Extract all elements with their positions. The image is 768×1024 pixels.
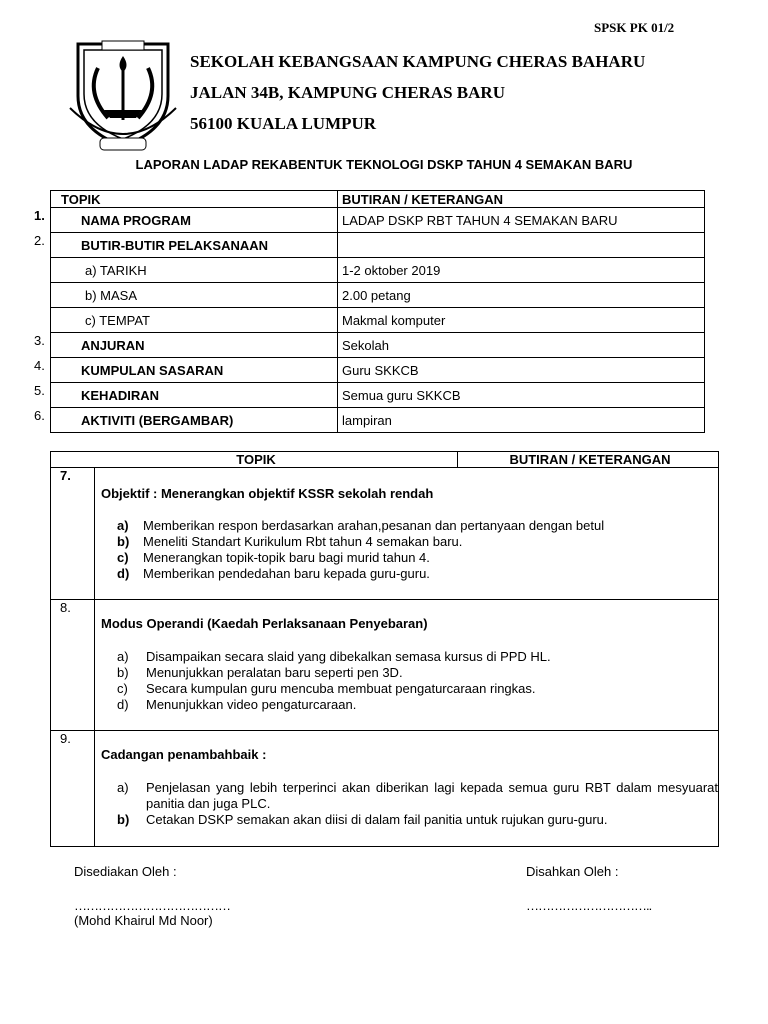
section-title: Cadangan penambahbaik : <box>101 747 267 762</box>
table-row <box>51 333 705 358</box>
section-body <box>95 731 719 847</box>
school-address-line1: JALAN 34B, KAMPUNG CHERAS BARU <box>190 83 505 102</box>
row-number: 2. <box>34 233 45 248</box>
row-value: 2.00 petang <box>338 283 705 308</box>
list-item <box>117 665 718 681</box>
item-label: c) <box>117 550 129 565</box>
row-topic: a) TARIKH <box>51 258 338 283</box>
list-item <box>117 812 718 828</box>
item-label: b) <box>117 665 129 680</box>
item-list <box>117 780 718 828</box>
section-body <box>95 468 719 600</box>
item-text: Penjelasan yang lebih terperinci akan diberikan lagi kepada semua guru RBT dalam mesyuarat panitia dan juga PLC. <box>146 780 718 811</box>
row-value <box>338 233 705 258</box>
row-topic: AKTIVITI (BERGAMBAR) <box>51 408 338 433</box>
item-text: Secara kumpulan guru mencuba membuat pengaturcaraan ringkas. <box>146 681 536 696</box>
school-address-line2: 56100 KUALA LUMPUR <box>190 114 377 133</box>
header-butiran: BUTIRAN / KETERANGAN <box>458 452 719 468</box>
program-details-table <box>50 190 705 433</box>
item-text: Cetakan DSKP semakan akan diisi di dalam fail panitia untuk rujukan guru-guru. <box>146 812 608 827</box>
section-number: 7. <box>51 468 95 600</box>
report-title: LAPORAN LADAP REKABENTUK TEKNOLOGI DSKP TAHUN 4 SEMAKAN BARU <box>135 157 633 172</box>
row-topic: BUTIR-BUTIR PELAKSANAAN <box>51 233 338 258</box>
item-list <box>117 518 718 582</box>
prepared-by-name: (Mohd Khairul Md Noor) <box>74 913 213 928</box>
section-number: 8. <box>51 600 95 731</box>
item-text: Menerangkan topik-topik baru bagi murid tahun 4. <box>143 550 430 565</box>
row-number: 4. <box>34 358 45 373</box>
item-label: b) <box>117 534 130 549</box>
row-value: lampiran <box>338 408 705 433</box>
list-item <box>117 550 718 566</box>
section-row-objektif <box>51 468 719 600</box>
item-text: Disampaikan secara slaid yang dibekalkan semasa kursus di PPD HL. <box>146 649 551 664</box>
header-topik: TOPIK <box>51 452 458 468</box>
item-label: a) <box>117 518 129 533</box>
prepared-by-label: Disediakan Oleh : <box>74 864 177 879</box>
item-label: d) <box>117 697 129 712</box>
item-text: Memberikan pendedahan baru kepada guru-guru. <box>143 566 430 581</box>
section-title: Objektif : Menerangkan objektif KSSR sekolah rendah <box>101 486 434 501</box>
list-item <box>117 534 718 550</box>
item-label: d) <box>117 566 130 581</box>
header-topik: TOPIK <box>51 191 338 208</box>
table-row <box>51 283 705 308</box>
school-name: SEKOLAH KEBANGSAAN KAMPUNG CHERAS BAHARU <box>190 52 646 71</box>
section-row-modus-operandi <box>51 600 719 731</box>
header-butiran: BUTIRAN / KETERANGAN <box>338 191 705 208</box>
table-row <box>51 233 705 258</box>
table-header-row <box>51 452 719 468</box>
section-row-cadangan <box>51 731 719 847</box>
row-number: 1. <box>34 208 45 223</box>
approved-by-label: Disahkan Oleh : <box>526 864 619 879</box>
list-item <box>117 681 718 697</box>
section-number: 9. <box>51 731 95 847</box>
row-topic: ANJURAN <box>51 333 338 358</box>
item-text: Menunjukkan peralatan baru seperti pen 3D. <box>146 665 403 680</box>
table-row <box>51 308 705 333</box>
row-topic: b) MASA <box>51 283 338 308</box>
table-header-row <box>51 191 705 208</box>
table-row <box>51 383 705 408</box>
row-value: LADAP DSKP RBT TAHUN 4 SEMAKAN BARU <box>338 208 705 233</box>
table-row <box>51 358 705 383</box>
table-row <box>51 258 705 283</box>
item-list <box>117 649 718 713</box>
row-number: 5. <box>34 383 45 398</box>
item-text: Memberikan respon berdasarkan arahan,pesanan dan pertanyaan dengan betul <box>143 518 605 533</box>
row-value: Makmal komputer <box>338 308 705 333</box>
list-item <box>117 566 718 582</box>
section-body <box>95 600 719 731</box>
approved-by-signature-line: ………………………….. <box>526 898 652 913</box>
school-crest-logo <box>64 38 182 154</box>
prepared-by-signature-line: ………………………………… <box>74 898 230 913</box>
objectives-table <box>50 451 719 847</box>
document-code: SPSK PK 01/2 <box>594 20 675 35</box>
item-label: c) <box>117 681 128 696</box>
row-value: Sekolah <box>338 333 705 358</box>
list-item <box>117 697 718 713</box>
table-row <box>51 208 705 233</box>
item-text: Menunjukkan video pengaturcaraan. <box>146 697 357 712</box>
row-value: 1-2 oktober 2019 <box>338 258 705 283</box>
list-item <box>117 518 718 534</box>
row-value: Guru SKKCB <box>338 358 705 383</box>
school-header <box>190 46 645 139</box>
item-label: a) <box>117 649 129 664</box>
row-value: Semua guru SKKCB <box>338 383 705 408</box>
item-label: a) <box>117 780 129 795</box>
row-topic: c) TEMPAT <box>51 308 338 333</box>
table-row <box>51 408 705 433</box>
item-label: b) <box>117 812 130 827</box>
row-topic: KUMPULAN SASARAN <box>51 358 338 383</box>
row-topic: KEHADIRAN <box>51 383 338 408</box>
row-topic: NAMA PROGRAM <box>51 208 338 233</box>
list-item <box>117 649 718 665</box>
list-item <box>117 780 718 812</box>
item-text: Meneliti Standart Kurikulum Rbt tahun 4 semakan baru. <box>143 534 463 549</box>
row-number: 6. <box>34 408 45 423</box>
row-number: 3. <box>34 333 45 348</box>
section-title: Modus Operandi (Kaedah Perlaksanaan Penyebaran) <box>101 616 428 631</box>
